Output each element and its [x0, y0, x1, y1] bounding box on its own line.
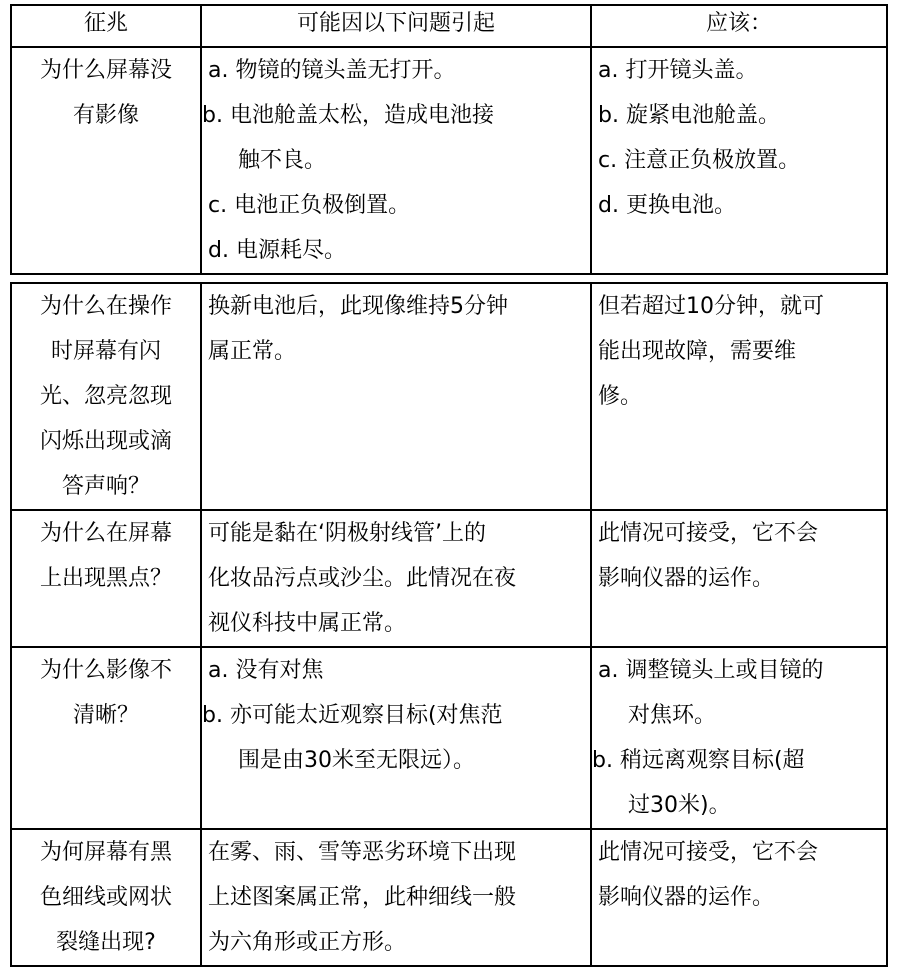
- table-header-row: [11, 5, 887, 47]
- symptom-line: 为何屏幕有黑: [39, 840, 172, 865]
- action-line: 修。: [598, 384, 643, 409]
- action-line: a. 打开镜头盖。: [598, 58, 758, 83]
- cause-line: 为六角形或正方形。: [208, 930, 407, 955]
- table-row: [11, 283, 887, 510]
- cause-cell: [201, 829, 591, 966]
- cause-line: c. 电池正负极倒置。: [208, 193, 411, 218]
- symptom-cell: [11, 510, 201, 647]
- action-cell: [591, 829, 887, 966]
- action-cell: [591, 283, 887, 510]
- action-cell: [591, 647, 887, 829]
- table-row: [11, 510, 887, 647]
- symptom-cell: [11, 647, 201, 829]
- action-line: b. 稍远离观察目标(超: [592, 748, 805, 773]
- troubleshooting-table-top: [10, 4, 888, 275]
- cause-line: 属正常。: [208, 339, 297, 364]
- action-line: 对焦环。: [628, 703, 717, 728]
- header-action: 应该：: [591, 5, 887, 47]
- action-line: b. 旋紧电池舱盖。: [598, 103, 780, 128]
- cause-cell: [201, 47, 591, 274]
- action-line: 此情况可接受，它不会: [598, 840, 819, 865]
- action-line: c. 注意正负极放置。: [598, 148, 801, 173]
- cause-line: 围是由30米至无限远）。: [238, 748, 475, 773]
- cause-line: a. 物镜的镜头盖无打开。: [208, 58, 456, 83]
- symptom-cell: [11, 283, 201, 510]
- symptom-line: 为什么在屏幕: [39, 521, 172, 546]
- action-line: 但若超过10分钟，就可: [598, 294, 824, 319]
- symptom-line: 上出现黑点？: [39, 566, 172, 591]
- symptom-line: 答声响？: [61, 474, 150, 499]
- symptom-line: 为什么在操作: [39, 294, 172, 319]
- cause-line: 触不良。: [238, 148, 327, 173]
- cause-line: 化妆品污点或沙尘。此情况在夜: [208, 566, 517, 591]
- symptom-line: 清晰？: [72, 703, 139, 728]
- cause-line: 上述图案属正常，此种细线一般: [208, 885, 517, 910]
- action-line: 此情况可接受，它不会: [598, 521, 819, 546]
- cause-line: 在雾、雨、雪等恶劣环境下出现: [208, 840, 517, 865]
- cause-line: 换新电池后，此现像维持5分钟: [208, 294, 508, 319]
- cause-line: b. 电池舱盖太松，造成电池接: [202, 103, 494, 128]
- cause-cell: [201, 647, 591, 829]
- table-row: [11, 647, 887, 829]
- action-line: 影响仪器的运作。: [598, 566, 775, 591]
- cause-line: d. 电源耗尽。: [208, 238, 346, 263]
- symptom-line: 为什么影像不: [39, 658, 172, 683]
- symptom-cell: [11, 47, 201, 274]
- cause-line: 可能是黏在‘阴极射线管’上的: [208, 521, 486, 546]
- action-line: d. 更换电池。: [598, 193, 736, 218]
- action-cell: [591, 510, 887, 647]
- troubleshooting-table-bottom: [10, 282, 888, 967]
- header-cause: 可能因以下问题引起: [201, 5, 591, 47]
- symptom-line: 时屏幕有闪: [50, 339, 161, 364]
- cause-line: a. 没有对焦: [208, 658, 324, 683]
- cause-line: 视仪科技中属正常。: [208, 611, 407, 636]
- action-line: a. 调整镜头上或目镜的: [598, 658, 824, 683]
- symptom-line: 色细线或网状: [39, 885, 172, 910]
- action-cell: [591, 47, 887, 274]
- symptom-line: 为什么屏幕没: [39, 58, 172, 83]
- cause-line: b. 亦可能太近观察目标(对焦范: [202, 703, 503, 728]
- symptom-line: 裂缝出现?: [56, 930, 156, 955]
- symptom-line: 有影像: [72, 103, 139, 128]
- symptom-line: 光、忽亮忽现: [39, 384, 172, 409]
- action-line: 能出现故障，需要维: [598, 339, 797, 364]
- symptom-line: 闪烁出现或滴: [39, 429, 172, 454]
- symptom-cell: [11, 829, 201, 966]
- cause-cell: [201, 283, 591, 510]
- header-symptom: 征兆: [11, 5, 201, 47]
- action-line: 过30米)。: [628, 793, 731, 818]
- cause-cell: [201, 510, 591, 647]
- table-row: [11, 829, 887, 966]
- action-line: 影响仪器的运作。: [598, 885, 775, 910]
- table-row: [11, 47, 887, 274]
